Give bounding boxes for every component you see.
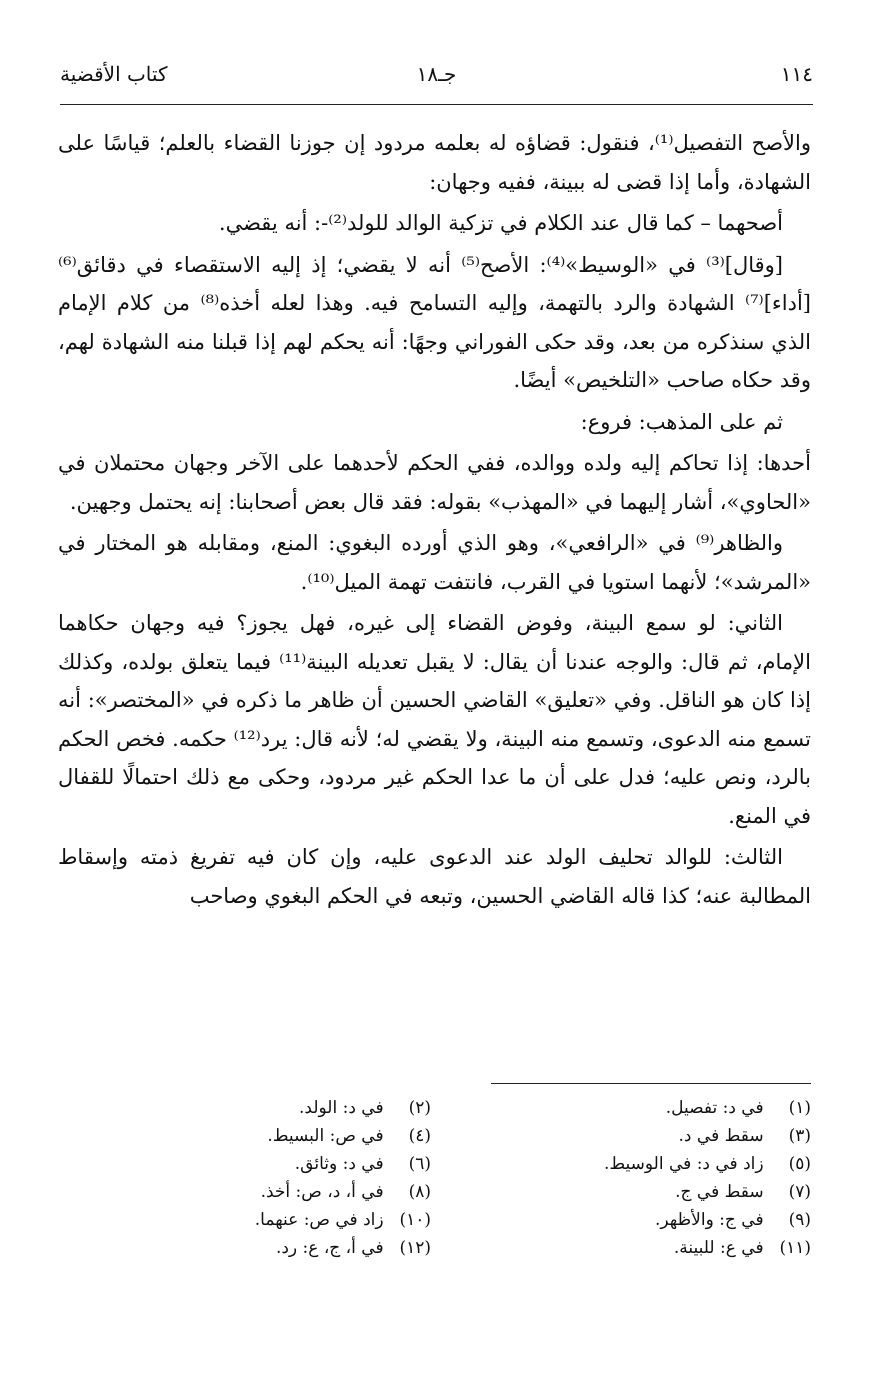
footnote-item [431,1206,811,1234]
paragraph: [وقال]⁽³⁾ في «الوسيط»⁽⁴⁾: الأصح⁽⁵⁾ أنه لا يقضي؛ إذ إليه الاستقصاء في دقائق⁽⁶⁾ [أداء]⁽⁷⁾ الشهادة والرد بالتهمة، وإليه التسامح فيه. وهذا لعله أخذه⁽⁸⁾ من كلام الإمام الذي سنذكره من بعد، وقد حكى الفوراني وجهًا: أنه يحكم لهم إذا قبلنا منه الشهادة لهم، وقد حكاه صاحب «التلخيص» أيضًا. [58,252,811,392]
paragraph: الثالث: للوالد تحليف الولد عند الدعوى عليه، وإن كان فيه تفريغ ذمته وإسقاط المطالبة عنه؛ كذا قاله القاضي الحسين، وتبعه في الحكم البغوي وصاحب [58,845,811,908]
header-rule [60,104,813,105]
footnote-number: (١٢) [399,1238,431,1258]
paragraph: أصحهما – كما قال عند الكلام في تزكية الوالد للولد⁽²⁾-: أنه يقضي. [218,211,783,235]
footnote-item [431,1122,811,1150]
footnote-number: (٦) [408,1154,431,1174]
footnote-number: (١١) [779,1238,811,1258]
volume-number: جـ١٨ [416,62,457,86]
paragraph: والأصح التفصيل⁽¹⁾، فنقول: قضاؤه له بعلمه مردود إن جوزنا القضاء بالعلم؛ قياسًا على الشهادة، وأما إذا قضى له ببينة، ففيه وجهان: [58,131,811,194]
footnote-item [60,1150,431,1178]
running-head [60,62,813,102]
footnote-number: (٢) [408,1098,431,1118]
book-title: كتاب الأقضية [60,62,168,86]
footnote-item [431,1094,811,1122]
footnote-text: سقط في د. [678,1126,764,1146]
footnote-item [431,1234,811,1262]
footnote-number: (١) [788,1098,811,1118]
footnote-number: (١٠) [399,1210,431,1230]
footnote-text: في ج: والأظهر. [655,1210,764,1230]
footnote-number: (٧) [788,1182,811,1202]
paragraph: ثم على المذهب: فروع: [580,409,783,434]
footnote-item [60,1094,431,1122]
footnote-item [60,1206,431,1234]
footnote-text: في أ، د، ص: أخذ. [260,1182,384,1202]
page-number: ١١٤ [780,62,813,86]
paragraph: الثاني: لو سمع البينة، وفوض القضاء إلى غيره، فهل يجوز؟ فيه وجهان حكاهما الإمام، ثم قال: والوجه عندنا أن يقال: لا يقبل تعديله البينة⁽¹¹⁾ فيما يتعلق بولده، وكذلك إذا كان هو الناقل. وفي «تعليق» القاضي الحسين أن ظاهر ما ذكره في «المختصر»: أنه تسمع منه الدعوى، وتسمع منه البينة، ولا يقضي له؛ لأنه قال: يرد⁽¹²⁾ حكمه. فخص الحكم بالرد، ونص عليه؛ فدل على أن ما عدا الحكم غير مردود، وحكى مع ذلك احتمالًا للقفال في المنع. [58,611,811,828]
footnote-number: (٩) [788,1210,811,1230]
footnote-text: زاد في ص: عنهما. [254,1210,384,1230]
footnote-number: (٨) [408,1182,431,1202]
footnote-text: في ص: البسيط. [267,1126,384,1146]
footnote-item [431,1150,811,1178]
paragraph: أحدها: إذا تحاكم إليه ولده ووالده، ففي الحكم لأحدهما على الآخر وجهان محتملان في «الحاوي»، أشار إليهما في «المهذب» بقوله: فقد قال بعض أصحابنا: إنه يحتمل وجهين. [58,451,811,514]
footnote-item [60,1178,431,1206]
footnote-item [60,1122,431,1150]
footnote-text: في د: تفصيل. [665,1098,764,1118]
main-text [58,124,811,918]
footnote-text: في ع: للبينة. [673,1238,764,1258]
footnote-item [60,1234,431,1262]
footnote-item [431,1178,811,1206]
footnote-text: زاد في د: في الوسيط. [603,1154,764,1174]
footnote-rule [491,1083,811,1084]
footnote-text: في أ، ج، ع: رد. [275,1238,384,1258]
footnote-number: (٥) [788,1154,811,1174]
paragraph: والظاهر⁽⁹⁾ في «الرافعي»، وهو الذي أورده البغوي: المنع، ومقابله هو المختار في «المرشد»؛ لأنهما استويا في القرب، فانتفت تهمة الميل⁽¹⁰⁾. [58,531,811,594]
footnotes [60,1094,811,1262]
footnote-text: في د: وثائق. [294,1154,384,1174]
footnote-text: في د: الولد. [299,1098,384,1118]
footnote-number: (٣) [788,1126,811,1146]
footnote-number: (٤) [408,1126,431,1146]
footnote-text: سقط في ج. [675,1182,764,1202]
